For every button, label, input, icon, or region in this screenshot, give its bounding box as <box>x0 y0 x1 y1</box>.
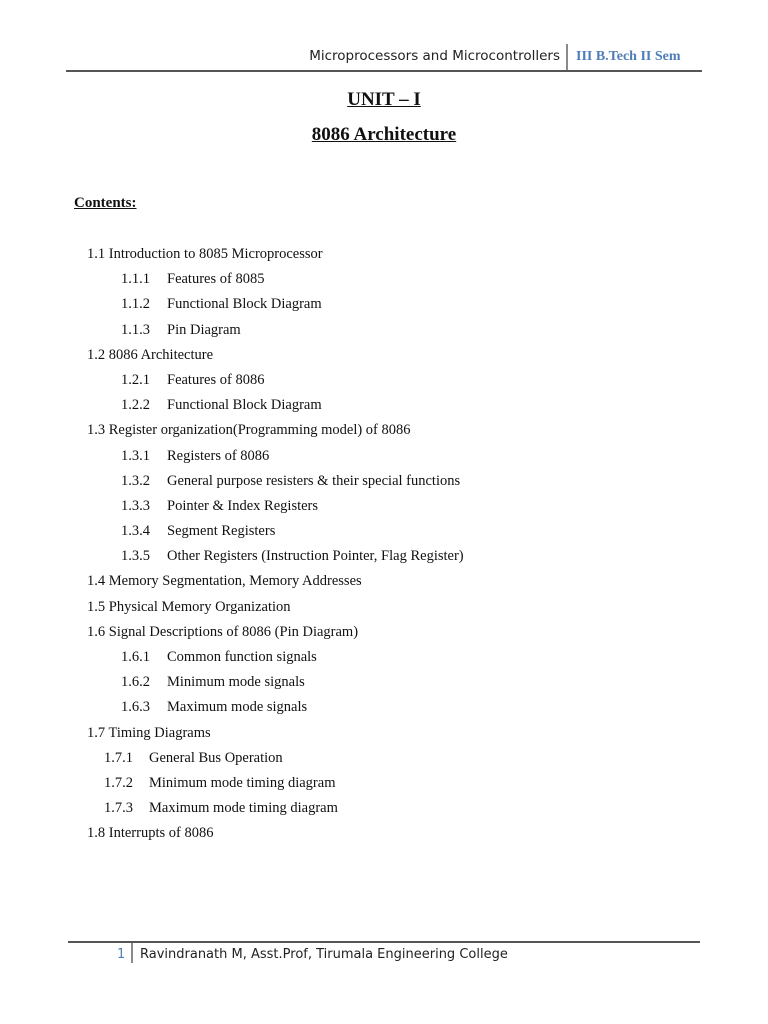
toc-item-text: General Bus Operation <box>149 749 283 766</box>
toc-item <box>0 622 768 647</box>
toc-item <box>0 798 768 823</box>
toc-item-number: 1.6.3 <box>121 699 150 716</box>
toc-item <box>0 269 768 294</box>
toc-item <box>0 823 768 848</box>
toc-item-text: Functional Block Diagram <box>167 397 322 414</box>
toc-item-text: Features of 8086 <box>167 371 265 388</box>
toc-item-number: 1.6.2 <box>121 674 150 691</box>
page-header <box>0 44 700 72</box>
toc-item-text: Minimum mode signals <box>167 674 305 691</box>
toc-item-text: Maximum mode timing diagram <box>149 800 338 817</box>
toc-item <box>0 446 768 471</box>
semester-label: III B.Tech II Sem <box>576 49 681 64</box>
toc-item <box>0 546 768 571</box>
toc-item <box>0 244 768 269</box>
toc-item-text: 1.1 Introduction to 8085 Microprocessor <box>87 246 323 262</box>
toc-item <box>0 521 768 546</box>
toc-item-text: Registers of 8086 <box>167 447 270 464</box>
course-title: Microprocessors and Microcontrollers <box>309 48 560 64</box>
toc-item-number: 1.1.2 <box>121 296 150 313</box>
toc-item-number: 1.3.2 <box>121 472 150 489</box>
unit-title: UNIT – I <box>347 89 421 110</box>
toc-item-number: 1.3.3 <box>121 497 150 514</box>
toc-item-number: 1.1.3 <box>121 321 150 338</box>
toc-item <box>0 320 768 345</box>
toc-item-number: 1.1.1 <box>121 271 150 288</box>
toc-item-number: 1.6.1 <box>121 649 150 665</box>
toc-item-text: 1.2 8086 Architecture <box>87 346 214 363</box>
toc-item <box>0 496 768 521</box>
toc-item-text: Other Registers (Instruction Pointer, Flag Register) <box>167 548 464 565</box>
toc-item-text: 1.5 Physical Memory Organization <box>87 598 291 615</box>
contents-heading: Contents: <box>74 195 137 211</box>
toc-item-text: Segment Registers <box>167 523 276 540</box>
toc-item-text: Pin Diagram <box>167 321 241 338</box>
toc-item-text: Common function signals <box>167 649 317 665</box>
header-rule <box>66 70 702 72</box>
toc-item <box>0 420 768 445</box>
toc-item <box>0 471 768 496</box>
toc-item-text: Maximum mode signals <box>167 699 308 716</box>
toc-item-number: 1.2.1 <box>121 371 150 388</box>
toc-item-number: 1.3.5 <box>121 548 150 565</box>
toc-item-text: 1.7 Timing Diagrams <box>87 724 211 741</box>
table-of-contents <box>0 244 768 849</box>
toc-item-number: 1.3.1 <box>121 447 150 464</box>
toc-item <box>0 294 768 319</box>
toc-item <box>0 647 768 672</box>
toc-item-text: 1.3 Register organization(Programming model) of 8086 <box>87 422 411 439</box>
toc-item <box>0 571 768 596</box>
toc-item <box>0 395 768 420</box>
toc-item-number: 1.2.2 <box>121 397 150 414</box>
footer-divider <box>131 943 133 963</box>
footer-rule <box>68 941 700 943</box>
footer-author: Ravindranath M, Asst.Prof, Tirumala Engineering College <box>140 947 508 962</box>
toc-item-number: 1.7.1 <box>104 749 133 766</box>
toc-item <box>0 697 768 722</box>
toc-item <box>0 672 768 697</box>
toc-item-text: Minimum mode timing diagram <box>149 774 336 791</box>
toc-item-text: 1.8 Interrupts of 8086 <box>87 825 214 842</box>
toc-item-number: 1.7.2 <box>104 774 133 791</box>
toc-item-number: 1.3.4 <box>121 523 150 540</box>
page-number: 1 <box>117 947 126 962</box>
toc-item-text: Functional Block Diagram <box>167 296 322 313</box>
toc-item <box>0 748 768 773</box>
toc-item-text: General purpose resisters & their special functions <box>167 472 461 489</box>
toc-item <box>0 597 768 622</box>
chapter-title: 8086 Architecture <box>311 124 457 145</box>
toc-item-text: Features of 8085 <box>167 271 265 288</box>
toc-item-text: 1.6 Signal Descriptions of 8086 (Pin Diagram) <box>87 623 359 640</box>
toc-item <box>0 370 768 395</box>
toc-item-text: Pointer & Index Registers <box>167 497 319 514</box>
toc-item-text: 1.4 Memory Segmentation, Memory Addresses <box>87 573 362 590</box>
toc-item <box>0 723 768 748</box>
toc-item-number: 1.7.3 <box>104 800 133 817</box>
toc-item <box>0 773 768 798</box>
toc-item <box>0 345 768 370</box>
header-divider <box>566 44 568 72</box>
